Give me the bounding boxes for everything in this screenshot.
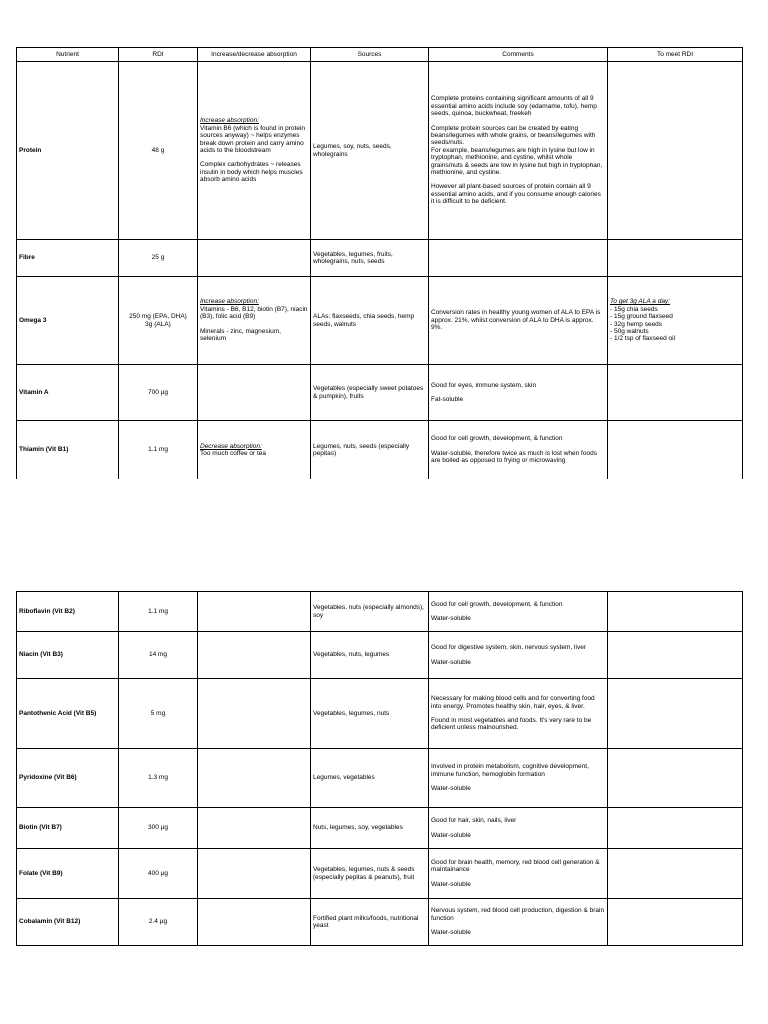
absorption-heading: Increase absorption: bbox=[200, 117, 259, 125]
table-row bbox=[17, 808, 743, 849]
nutrient-name: Pantothenic Acid (Vit B5) bbox=[17, 679, 119, 749]
to-meet-item: - 32g hemp seeds bbox=[610, 320, 663, 328]
absorption-cell bbox=[198, 808, 311, 849]
absorption-heading: Increase absorption: bbox=[200, 298, 259, 306]
comment-text: Good for eyes, immune system, skin bbox=[431, 381, 537, 389]
sources-cell: Vegetables, legumes, nuts & seeds (especially pepitas & peanuts), fruit bbox=[311, 849, 429, 899]
rdi-value: 1.3 mg bbox=[119, 749, 198, 808]
rdi-line: 3g (ALA) bbox=[145, 320, 171, 328]
comments-cell bbox=[429, 749, 608, 808]
rdi-value: 5 mg bbox=[119, 679, 198, 749]
sources-cell: ALAs: flaxseeds, chia seeds, hemp seeds, walnuts bbox=[311, 277, 429, 365]
to-meet-cell bbox=[608, 849, 743, 899]
nutrient-name: Protein bbox=[17, 62, 119, 240]
comment-text: Water-soluble, therefore twice as much is lost when foods are boiled as opposed to frying or microwaving bbox=[431, 449, 597, 465]
comment-text: Nervous system, red blood cell production, digestion & brain function bbox=[431, 907, 605, 922]
rdi-value: 2.4 µg bbox=[119, 899, 198, 946]
nutrient-table-bottom bbox=[16, 591, 743, 946]
rdi-value: 700 µg bbox=[119, 365, 198, 421]
comment-text: Complete protein sources can be created by eating beans/legumes with whole grains, or beans/legumes with seeds/nuts. bbox=[431, 124, 596, 147]
rdi-value: 300 µg bbox=[119, 808, 198, 849]
to-meet-item: - 15g chia seeds bbox=[610, 305, 658, 313]
comments-cell bbox=[429, 808, 608, 849]
absorption-cell bbox=[198, 849, 311, 899]
absorption-cell bbox=[198, 277, 311, 365]
header-row bbox=[17, 48, 743, 62]
comments-cell: Conversion rates in healthy young women of ALA to EPA is approx. 21%, whilst conversion of ALA to DHA is approx. 9%. bbox=[429, 277, 608, 365]
comment-text: Good for brain health, memory, red blood cell generation & maintainance bbox=[431, 858, 600, 874]
sources-cell: Nuts, legumes, soy, vegetables bbox=[311, 808, 429, 849]
to-meet-item: - 50g walnuts bbox=[610, 327, 649, 335]
comments-cell bbox=[429, 592, 608, 632]
to-meet-item: - 1/2 tsp of flaxseed oil bbox=[610, 335, 676, 343]
comments-cell bbox=[429, 365, 608, 421]
nutrient-name: Biotin (Vit B7) bbox=[17, 808, 119, 849]
nutrient-name: Folate (Vit B9) bbox=[17, 849, 119, 899]
header-rdi: RDI bbox=[119, 48, 198, 62]
comment-text: For example, beans/legumes are high in lysine but low in tryptophan, methionine, and cystine, whilst whole grains/nuts & seeds are low in lysine but high in tryptophan, methionine, and cystine. bbox=[431, 146, 603, 177]
table-row bbox=[17, 592, 743, 632]
to-meet-cell bbox=[608, 592, 743, 632]
nutrient-name: Riboflavin (Vit B2) bbox=[17, 592, 119, 632]
comments-cell bbox=[429, 679, 608, 749]
absorption-text: Vitamins - B6, B12, biotin (B7), niacin (B3), folic acid (B9) bbox=[200, 305, 308, 321]
comments-cell bbox=[429, 240, 608, 277]
rdi-value: 48 g bbox=[119, 62, 198, 240]
absorption-text: Too much coffee or tea bbox=[200, 450, 267, 457]
to-meet-cell bbox=[608, 899, 743, 946]
sources-cell: Legumes, vegetables bbox=[311, 749, 429, 808]
sources-cell: Vegetables, legumes, fruits, wholegrains, nuts, seeds bbox=[311, 240, 429, 277]
comment-text: Good for cell growth, development, & function bbox=[431, 600, 563, 608]
absorption-cell bbox=[198, 632, 311, 679]
table-row bbox=[17, 632, 743, 679]
sources-cell: Vegetables, nuts, legumes bbox=[311, 632, 429, 679]
nutrient-name: Vitamin A bbox=[17, 365, 119, 421]
comment-text: Good for cell growth, development, & function bbox=[431, 435, 563, 443]
table-row bbox=[17, 240, 743, 277]
absorption-text-2: Complex carbohydrates ~ releases insulin in body which helps muscles absorb amino acids bbox=[200, 161, 303, 184]
table-row bbox=[17, 749, 743, 808]
nutrient-name: Niacin (Vit B3) bbox=[17, 632, 119, 679]
absorption-cell bbox=[198, 62, 311, 240]
sources-cell: Vegetables (especially sweet potatoes & pumpkin), fruits bbox=[311, 365, 429, 421]
comment-text: Water-soluble bbox=[431, 615, 471, 622]
nutrient-name: Pyridoxine (Vit B6) bbox=[17, 749, 119, 808]
comment-text: Water-soluble bbox=[431, 658, 471, 666]
header-sources: Sources bbox=[311, 48, 429, 62]
header-absorption: Increase/decrease absorption bbox=[198, 48, 311, 62]
comment-text: Water-soluble bbox=[431, 785, 471, 793]
nutrient-name: Fibre bbox=[17, 240, 119, 277]
absorption-text-2: Minerals - zinc, magnesium, selenium bbox=[200, 327, 281, 343]
absorption-cell bbox=[198, 679, 311, 749]
sources-cell: Vegetables, legumes, nuts bbox=[311, 679, 429, 749]
table-row bbox=[17, 277, 743, 365]
comment-text: Water-soluble bbox=[431, 880, 471, 888]
to-meet-item: - 15g ground flaxseed bbox=[610, 313, 673, 321]
nutrient-name: Omega 3 bbox=[17, 277, 119, 365]
rdi-value bbox=[119, 277, 198, 365]
header-nutrient: Nutrient bbox=[17, 48, 119, 62]
comment-text: Fat-soluble bbox=[431, 396, 464, 403]
comments-cell bbox=[429, 62, 608, 240]
rdi-value: 1.1 mg bbox=[119, 421, 198, 480]
to-meet-cell bbox=[608, 62, 743, 240]
comments-cell bbox=[429, 849, 608, 899]
absorption-heading: Decrease absorption: bbox=[200, 442, 262, 450]
rdi-value: 25 g bbox=[119, 240, 198, 277]
comment-text: However all plant-based sources of protein contain all 9 essential amino acids, and if you consume enough calories it is difficult to be deficient. bbox=[431, 183, 601, 206]
table-row bbox=[17, 679, 743, 749]
comment-text: Necessary for making blood cells and for converting food into energy. Promotes healthy skin, hair, eyes, & liver. bbox=[431, 695, 595, 710]
nutrient-table-top bbox=[16, 47, 743, 479]
comment-text: Complete proteins containing significant amounts of all 9 essential amino acids include soy (edamame, tofu), hemp seeds, quinoa, buckwheat, freekeh bbox=[431, 95, 597, 118]
absorption-text: Vitamin B6 (which is found in protein sources anyway) ~ helps enzymes break down protein and carry amino acids to the bloodstream bbox=[200, 124, 306, 154]
comments-cell bbox=[429, 899, 608, 946]
table-row bbox=[17, 849, 743, 899]
to-meet-cell bbox=[608, 277, 743, 365]
comments-cell bbox=[429, 421, 608, 480]
nutrient-name: Thiamin (Vit B1) bbox=[17, 421, 119, 480]
rdi-value: 1.1 mg bbox=[119, 592, 198, 632]
comments-cell bbox=[429, 632, 608, 679]
header-to-meet-rdi: To meet RDI bbox=[608, 48, 743, 62]
to-meet-cell bbox=[608, 632, 743, 679]
sources-cell: Fortified plant milks/foods, nutritional yeast bbox=[311, 899, 429, 946]
to-meet-cell bbox=[608, 749, 743, 808]
rdi-value: 400 µg bbox=[119, 849, 198, 899]
to-meet-heading: To get 3g ALA a day: bbox=[610, 298, 670, 306]
comment-text: Good for digestive system, skin, nervous system, liver bbox=[431, 644, 586, 652]
table-row bbox=[17, 899, 743, 946]
to-meet-cell bbox=[608, 808, 743, 849]
absorption-cell bbox=[198, 240, 311, 277]
rdi-value: 14 mg bbox=[119, 632, 198, 679]
to-meet-cell bbox=[608, 679, 743, 749]
to-meet-cell bbox=[608, 421, 743, 480]
absorption-cell bbox=[198, 899, 311, 946]
sources-cell: Legumes, nuts, seeds (especially pepitas) bbox=[311, 421, 429, 480]
table-row bbox=[17, 62, 743, 240]
sources-cell: Legumes, soy, nuts, seeds, wholegrains bbox=[311, 62, 429, 240]
comment-text: Found in most vegetables and foods. It's very rare to be deficient unless malnourished. bbox=[431, 717, 592, 732]
absorption-cell bbox=[198, 421, 311, 480]
nutrient-name: Cobalamin (Vit B12) bbox=[17, 899, 119, 946]
comment-text: Good for hair, skin, nails, liver bbox=[431, 817, 517, 825]
comment-text: Water-soluble bbox=[431, 929, 471, 937]
table-row bbox=[17, 365, 743, 421]
absorption-cell bbox=[198, 365, 311, 421]
comment-text: Involved in protein metabolism, cognitive development, immune function, hemoglobin formation bbox=[431, 763, 589, 778]
absorption-cell bbox=[198, 749, 311, 808]
to-meet-cell bbox=[608, 365, 743, 421]
rdi-line: 250 mg (EPA, DHA) bbox=[129, 313, 187, 321]
to-meet-cell bbox=[608, 240, 743, 277]
table-row bbox=[17, 421, 743, 480]
absorption-cell bbox=[198, 592, 311, 632]
comment-text: Water-soluble bbox=[431, 831, 471, 839]
header-comments: Comments bbox=[429, 48, 608, 62]
sources-cell: Vegetables, nuts (especially almonds), soy bbox=[311, 592, 429, 632]
